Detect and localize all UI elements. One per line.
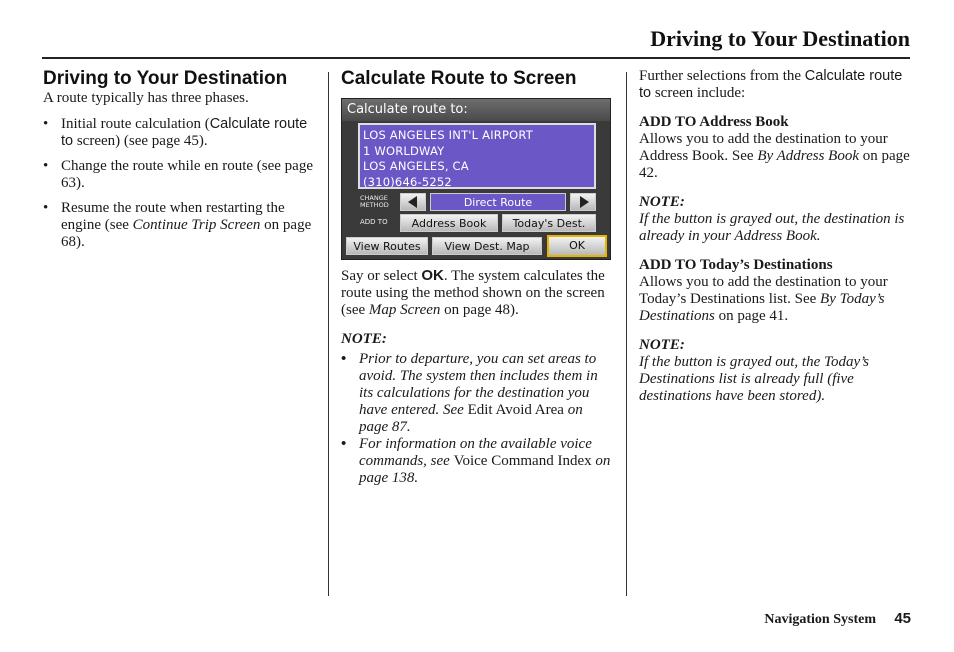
intro-text: Further selections from the Calculate route to screen include: (639, 68, 903, 101)
view-dest-map-button[interactable]: View Dest. Map (432, 237, 542, 255)
list-item: • Prior to departure, you can set areas to avoid. The system then includes them in its calculations for the destination you have entered. See Edit Avoid Area on page 87. (341, 351, 598, 435)
footer-label: Navigation System (764, 612, 876, 627)
change-method-label: CHANGE METHOD (360, 194, 389, 209)
intro-text: A route typically has three phases. (43, 90, 249, 106)
bullet-icon: • (43, 200, 49, 216)
page-header-title: Driving to Your Destination (650, 26, 910, 51)
note-list (341, 351, 613, 487)
page-number: 45 (894, 610, 911, 627)
calculate-route-screen-image (341, 98, 611, 260)
list-item: • For information on the available voice commands, see Voice Command Index on page 138. (341, 436, 611, 486)
add-to-label: ADD TO (360, 218, 388, 226)
bullet-icon: • (43, 116, 49, 132)
method-value[interactable]: Direct Route (430, 193, 566, 211)
destination-name: LOS ANGELES INT'L AIRPORT (363, 128, 533, 142)
note-heading: NOTE: (639, 337, 685, 353)
note-text: If the button is grayed out, the destination is already in your Address Book. (639, 211, 905, 244)
destination-city: LOS ANGELES, CA (363, 159, 469, 173)
list-item: • Resume the route when restarting the engine (see Continue Trip Screen on page 68). (43, 200, 312, 250)
subsection-body: Allows you to add the destination to your Today’s Destinations list. See By Today’s Destinations on page 41. (639, 274, 888, 324)
note-heading: NOTE: (639, 194, 685, 210)
destination-street: 1 WORLDWAY (363, 143, 445, 158)
ok-instruction: Say or select OK. The system calculates the route using the method shown on the screen (see Map Screen on page 48). (341, 267, 605, 318)
section-heading: Calculate Route to Screen (341, 68, 577, 89)
section-heading: Driving to Your Destination (43, 68, 288, 89)
list-item: • Change the route while en route (see page 63). (43, 158, 313, 191)
column-2 (341, 68, 613, 487)
note-heading: NOTE: (341, 331, 387, 347)
subsection-heading: ADD TO Today’s Destinations (639, 257, 833, 273)
column-divider (626, 72, 627, 596)
subsection-body: Allows you to add the destination to your Address Book. See By Address Book on page 42. (639, 131, 910, 181)
bullet-icon: • (43, 158, 49, 174)
column-3 (639, 68, 911, 405)
phase-list (43, 116, 315, 251)
ok-button[interactable]: OK (547, 235, 607, 257)
destination-phone: (310)646-5252 (363, 174, 452, 189)
view-routes-button[interactable]: View Routes (346, 237, 428, 255)
address-book-button[interactable]: Address Book (400, 214, 498, 232)
screen-title: Calculate route to: (342, 99, 610, 121)
todays-dest-button[interactable]: Today's Dest. (502, 214, 596, 232)
arrow-left-icon (408, 196, 417, 208)
destination-info-panel (358, 123, 596, 189)
arrow-right-icon (580, 196, 589, 208)
method-next-button[interactable] (570, 193, 596, 211)
column-divider (328, 72, 329, 596)
note-text: If the button is grayed out, the Today’s Destinations list is already full (five destinations have been stored). (639, 354, 869, 404)
subsection-heading: ADD TO Address Book (639, 114, 789, 130)
header-rule (42, 57, 910, 59)
method-prev-button[interactable] (400, 193, 426, 211)
bullet-icon: • (341, 436, 347, 452)
list-item: • Initial route calculation (Calculate route to screen) (see page 45). (43, 116, 308, 149)
column-1 (43, 68, 315, 259)
bullet-icon: • (341, 351, 347, 367)
